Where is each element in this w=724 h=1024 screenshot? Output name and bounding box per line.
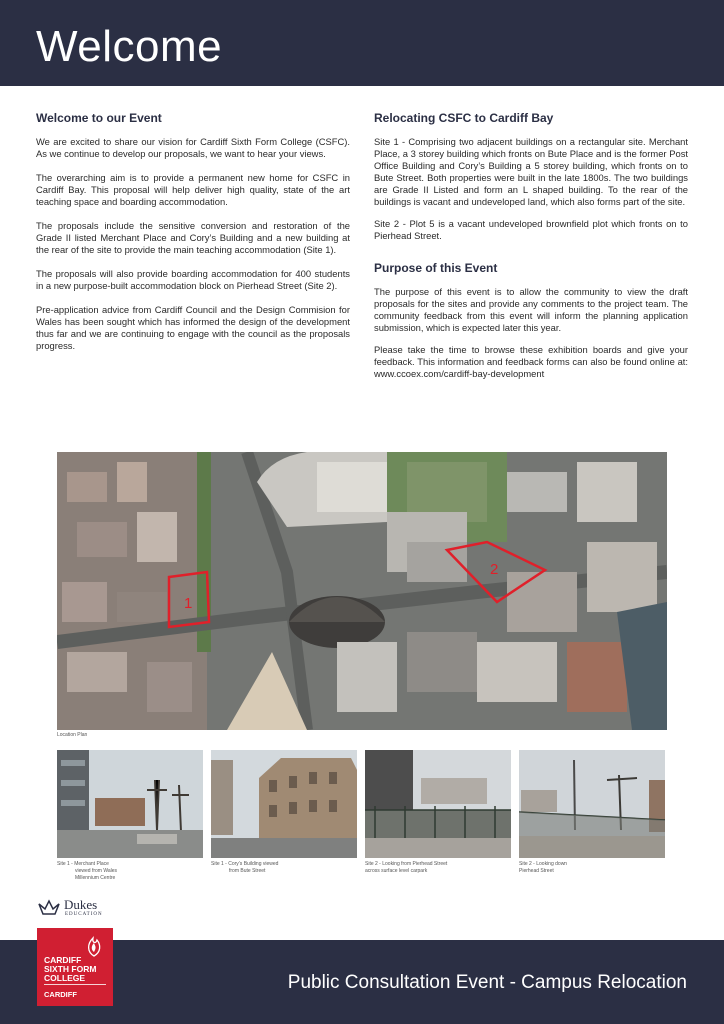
- purpose-paragraph: The purpose of this event is to allow the community to view the draft proposals for the sites and provide any comments to the project team. The community feedback from this event will inform the planning application submission, which is expected later this year.: [374, 286, 688, 333]
- caption-line: viewed from Wales: [75, 868, 118, 874]
- crown-icon: [37, 898, 61, 918]
- welcome-paragraph: Pre-application advice from Cardiff Council and the Design Commision for Wales has been sought which has informed the design of the development thus far and we are continuing to engage with the council as the proposals progress.: [36, 304, 350, 351]
- site-2-marker: 2: [490, 561, 499, 578]
- welcome-paragraph: The overarching aim is to provide a permanent new home for CSFC in Cardiff Bay. This proposal will help deliver high quality, state of the art teaching space and boarding accommodation.: [36, 172, 350, 207]
- photo-caption: [57, 861, 203, 882]
- photo-pierhead-street: [519, 750, 665, 858]
- dukes-logo-text: Dukes: [64, 897, 98, 912]
- photo-pierhead-carpark: [365, 750, 511, 858]
- caption-line: Site 1 - Merchant Place: [57, 861, 109, 867]
- csfc-logo-text: CARDIFF: [44, 955, 82, 965]
- csfc-logo-text: CARDIFF: [44, 990, 77, 999]
- purpose-heading: Purpose of this Event: [374, 261, 498, 275]
- site-1-marker: 1: [184, 595, 193, 612]
- caption-line: from Bute Street: [229, 868, 266, 874]
- relocation-heading: Relocating CSFC to Cardiff Bay: [374, 111, 554, 125]
- photo-corys-building: [211, 750, 357, 858]
- caption-line: Millennium Centre: [75, 875, 116, 881]
- photo-caption: [519, 861, 665, 875]
- footer-title: Public Consultation Event - Campus Relocation: [287, 972, 687, 993]
- caption-line: across surface level carpark: [365, 868, 428, 874]
- aerial-map-image: [57, 452, 667, 730]
- welcome-heading: Welcome to our Event: [36, 111, 162, 125]
- csfc-logo-divider: [44, 984, 106, 985]
- welcome-section: [36, 112, 350, 364]
- page-title: Welcome: [36, 22, 223, 71]
- csfc-logo-text: COLLEGE: [44, 973, 86, 983]
- caption-line: Site 2 - Looking from Pierhead Street: [365, 861, 448, 867]
- caption-line: Site 2 - Looking down: [519, 861, 568, 867]
- relocation-paragraph: Site 1 - Comprising two adjacent buildings on a rectangular site. Merchant Place, a 3 storey building which fronts on Bute Place and is the former Post Office Building and Cory’s Building a 5 storey building, which fronts on to Bute Street. Both properties were built in the late 1800s. The two buildings are Grade II Listed and form an L shaped building. To the rear of the buildings is vacant and undeveloped land, which also forms part of the site.: [374, 136, 688, 207]
- caption-line: Site 1 - Cory’s Building viewed: [211, 861, 279, 867]
- location-map: [57, 452, 667, 730]
- photo-caption: [211, 861, 357, 875]
- csfc-logo: [37, 928, 113, 1006]
- flame-emblem-icon: [79, 932, 109, 958]
- header-banner: [0, 0, 724, 86]
- relocation-paragraph: Site 2 - Plot 5 is a vacant undeveloped brownfield plot which fronts on to Pierhead Street.: [374, 218, 688, 241]
- photo-merchant-place: [57, 750, 203, 858]
- welcome-paragraph: We are excited to share our vision for Cardiff Sixth Form College (CSFC). As we continue to develop our proposals, we want to hear your views.: [36, 136, 350, 159]
- caption-line: Pierhead Street: [519, 868, 554, 874]
- welcome-paragraph: The proposals include the sensitive conversion and restoration of the Grade II listed Merchant Place and Cory’s Building and a new building at the rear of the site to provide the main teaching accommodation (Site 1).: [36, 220, 350, 255]
- photo-caption: [365, 861, 511, 875]
- relocation-section: [374, 112, 688, 390]
- csfc-logo-text: SIXTH FORM: [44, 964, 97, 974]
- dukes-logo-subtext: EDUCATION: [65, 912, 103, 917]
- purpose-paragraph: Please take the time to browse these exhibition boards and give your feedback. This information and feedback forms can also be found online at: www.ccoex.com/cardiff-bay-development: [374, 344, 688, 379]
- welcome-paragraph: The proposals will also provide boarding accommodation for 400 students in a new purpose-built accommodation block on Pierhead Street (Site 2).: [36, 268, 350, 291]
- map-caption: Location Plan: [57, 732, 88, 738]
- dukes-education-logo: [37, 898, 147, 922]
